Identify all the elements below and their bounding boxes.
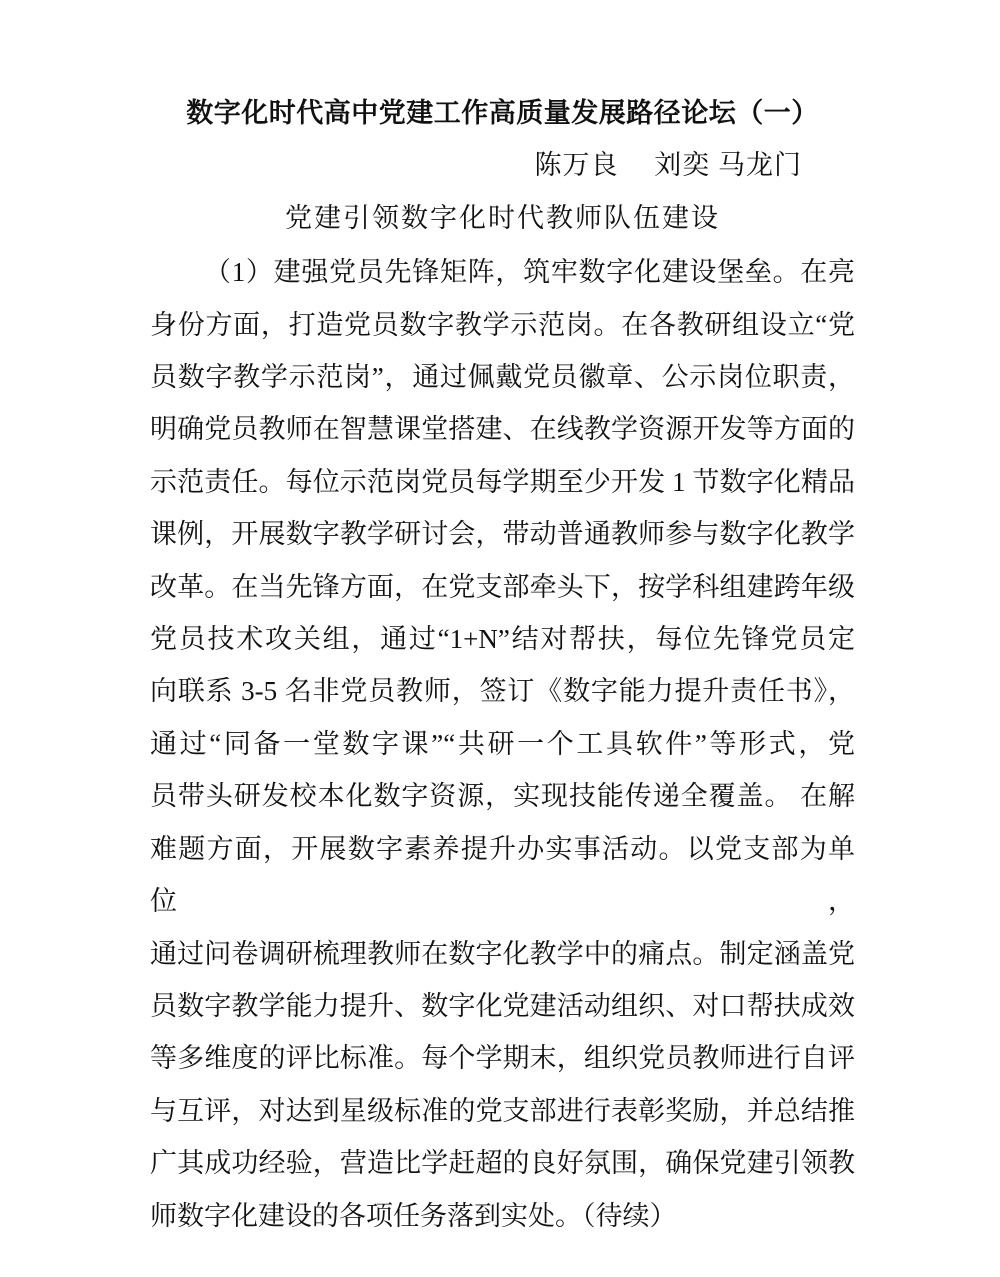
body-line: 师数字化建设的各项任务落到实处。（待续） bbox=[150, 1200, 677, 1231]
document-authors: 陈万良 刘奕 马龙门 bbox=[534, 150, 802, 181]
body-line: 通过问卷调研梳理教师在数字化教学中的痛点。制定涵盖党 bbox=[150, 938, 855, 969]
body-line: 广其成功经验，营造比学赶超的良好氛围，确保党建引领教 bbox=[150, 1148, 855, 1179]
body-line: 示范责任。每位示范岗党员每学期至少开发 1 节数字化精品 bbox=[150, 466, 855, 497]
body-line: 员带头研发校本化数字资源，实现技能传递全覆盖。 在解 bbox=[150, 781, 855, 812]
body-line: 课例，开展数字教学研讨会，带动普通教师参与数字化教学 bbox=[150, 519, 855, 550]
body-line: 向联系 3-5 名非党员教师，签订《数字能力提升责任书》， bbox=[150, 676, 855, 707]
document-subtitle: 党建引领数字化时代教师队伍建设 bbox=[285, 202, 720, 233]
body-line: 与互评，对达到星级标准的党支部进行表彰奖励，并总结推 bbox=[150, 1095, 855, 1126]
document-body bbox=[150, 246, 855, 1242]
body-line: （1）建强党员先锋矩阵，筑牢数字化建设堡垒。在亮 bbox=[204, 257, 855, 288]
body-line: 改革。在当先锋方面，在党支部牵头下，按学科组建跨年级 bbox=[150, 571, 855, 602]
body-line: 党员技术攻关组，通过“1+N”结对帮扶，每位先锋党员定 bbox=[150, 624, 855, 655]
body-line: 员数字教学示范岗”，通过佩戴党员徽章、公示岗位职责， bbox=[150, 362, 855, 393]
body-line: 明确党员教师在智慧课堂搭建、在线教学资源开发等方面的 bbox=[150, 414, 855, 445]
body-line: 难题方面，开展数字素养提升办实事活动。以党支部为单位， bbox=[150, 833, 855, 917]
body-line: 等多维度的评比标准。每个学期末，组织党员教师进行自评 bbox=[150, 1043, 855, 1074]
body-line: 员数字教学能力提升、数字化党建活动组织、对口帮扶成效 bbox=[150, 990, 855, 1021]
document-title: 数字化时代高中党建工作高质量发展路径论坛（一） bbox=[186, 98, 819, 128]
body-line: 身份方面，打造党员数字教学示范岗。在各教研组设立“党 bbox=[150, 309, 855, 340]
body-line: 通过“同备一堂数字课”“共研一个工具软件”等形式，党 bbox=[150, 728, 855, 759]
